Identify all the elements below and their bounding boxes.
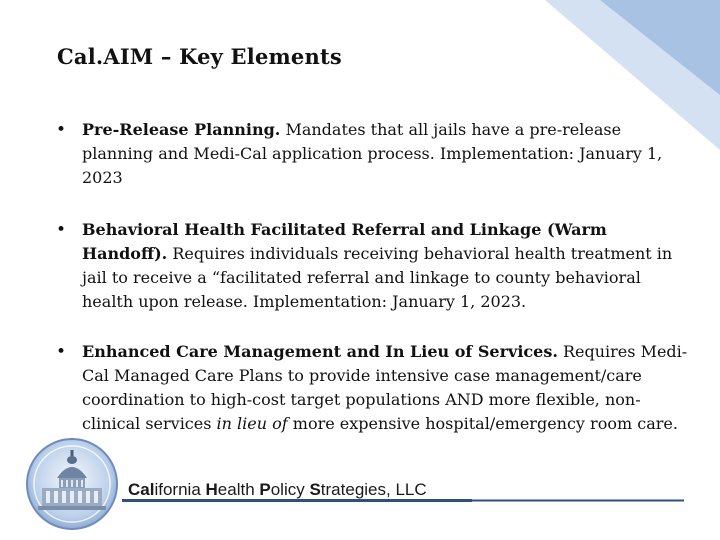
bullet-dot: • xyxy=(56,342,67,362)
bullet-item xyxy=(56,218,696,314)
bullet-item xyxy=(56,118,696,190)
company-name: California Health Policy Strategies, LLC xyxy=(128,480,427,499)
capitol-seal-logo xyxy=(24,436,120,532)
bullet-list xyxy=(56,118,696,462)
bullet-body: Requires individuals receiving behavioral health treatment in jail to receive a “facilitated referral and linkage to county behavioral health upon release. Implementation: January 1, 2023. xyxy=(82,244,673,311)
bullet-body-end: more expensive hospital/emergency room care. xyxy=(287,414,678,433)
bullet-body: Requires Medi-Cal Managed Care Plans to provide intensive case management/care coordination to high-cost target populations AND more flexible, non-clinical services xyxy=(82,342,688,433)
bullet-emphasis: in lieu of xyxy=(216,414,288,433)
bullet-text xyxy=(82,218,696,314)
bullet-dot: • xyxy=(56,220,67,240)
bullet-text xyxy=(82,340,696,436)
bullet-text xyxy=(82,118,696,190)
bullet-heading: Pre-Release Planning. xyxy=(82,120,281,139)
slide-title: Cal.AIM – Key Elements xyxy=(57,44,342,69)
footer-rule xyxy=(122,499,684,502)
bullet-dot: • xyxy=(56,120,67,140)
bullet-body: Mandates that all jails have a pre-release planning and Medi-Cal application process. Implementation: January 1, 2023 xyxy=(82,120,663,187)
bullet-item xyxy=(56,340,696,436)
bullet-heading: Enhanced Care Management and In Lieu of Services. xyxy=(82,342,558,361)
bullet-heading: Behavioral Health Facilitated Referral and Linkage (Warm Handoff). xyxy=(82,220,607,263)
